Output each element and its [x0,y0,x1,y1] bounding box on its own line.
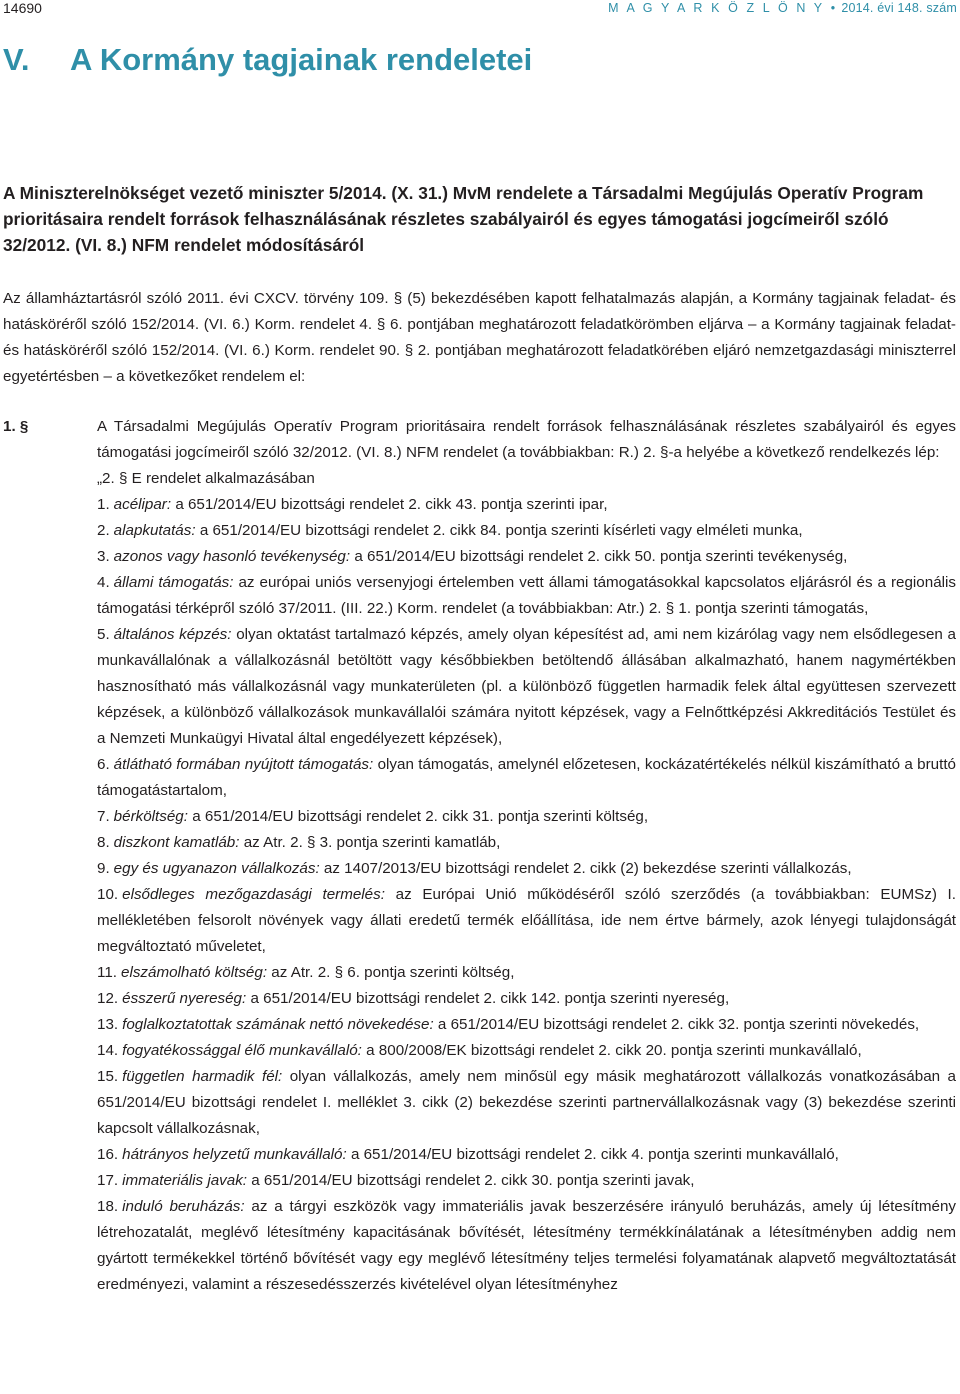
definition-text: a 651/2014/EU bizottsági rendelet 2. cikk 84. pontja szerinti kísérleti vagy elméleti munka, [199,522,803,539]
definition-term: azonos vagy hasonló tevékenység: [113,548,351,565]
definition-text: az Európai Unió működéséről szóló szerződés (a továbbiakban: EUMSz) I. mellékletében felsorolt növények vagy állati eredetű termék előállítása, ide nem értve bármely, azok lényegi tulajdonságát megváltoztató műveletet, [97,886,956,955]
definition-number: 4. [97,574,110,591]
definition-term: acélipar: [113,496,172,513]
definition-term: foglalkoztatottak számának nettó növekedése: [122,1016,434,1033]
definition-item [97,1038,956,1064]
definition-term: diszkont kamatláb: [113,834,240,851]
definition-term: átlátható formában nyújtott támogatás: [113,756,374,773]
definition-number: 3. [97,548,110,565]
definition-item [97,1064,956,1142]
definition-text: az Atr. 2. § 6. pontja szerinti költség, [271,964,515,981]
decree-title: A Miniszterelnökséget vezető miniszter 5/2014. (X. 31.) MvM rendelete a Társadalmi Megújulás Operatív Program prioritásaira rendelt források felhasználásának részletes szabályairól és egyes támogatási jogcímeiről szóló 32/2012. (VI. 8.) NFM rendelet módosításáról [3,183,924,255]
definition-item [97,986,956,1012]
definition-text: az Atr. 2. § 3. pontja szerinti kamatláb, [243,834,501,851]
definition-text: olyan oktatást tartalmazó képzés, amely olyan képesítést ad, ami nem kizárólag vagy nem elsődlegesen a munkavállalónak a vállalkozásnál betöltött vagy későbbiekben betöltendő állásában alkalmazható, hanem nagymértékben hasznosítható más vállalkozásnál vagy munkaterületen (pl. a különböző független harmadik felek által együttesen szervezett képzések, a különböző vállalkozások munkavállalói számára nyitott képzések, vagy a Felnőttképzési Akkreditációs Testület és a Nemzeti Munkaügyi Hivatal által engedélyezett képzések), [97,626,956,747]
definition-item [97,1168,956,1194]
definition-number: 17. [97,1172,119,1189]
definition-text: a 651/2014/EU bizottsági rendelet 2. cikk 32. pontja szerinti növekedés, [437,1016,920,1033]
issue-number: 2014. évi 148. szám [841,1,957,15]
paragraph-1 [3,414,956,1298]
paragraph-1-text [97,414,956,492]
definition-text: az 1407/2013/EU bizottsági rendelet 2. cikk (2) bekezdése szerinti vállalkozás, [323,860,852,877]
decree-preamble: Az államháztartásról szóló 2011. évi CXCV. törvény 109. § (5) bekezdésében kapott felhatalmazás alapján, a Kormány tagjainak feladat- és hatásköréről szóló 152/2014. (VI. 6.) Korm. rendelet 4. § 6. pontjában meghatározott feladatkörömben eljárva – a Kormány tagjainak feladat- és hatásköréről szóló 152/2014. (VI. 6.) Korm. rendelet 90. § 2. pontjában meghatározott feladatkörében eljáró nemzetgazdasági miniszterrel egyetértésben – a következőket rendelem el: [3,290,956,385]
definition-item [97,1194,956,1298]
definition-item [97,830,956,856]
definition-item [97,804,956,830]
amendment-instruction: A Társadalmi Megújulás Operatív Program prioritásaira rendelt források felhasználásának részletes szabályairól és egyes támogatási jogcímeiről szóló 32/2012. (VI. 8.) NFM rendelet (a továbbiakban: R.) 2. §-a helyébe a következő rendelkezés lép: [97,418,956,461]
definition-item [97,492,956,518]
section-number: V. [3,42,30,77]
definition-term: elsődleges mezőgazdasági termelés: [122,886,385,903]
definition-number: 8. [97,834,110,851]
bullet-separator: • [830,1,836,15]
definition-item [97,570,956,622]
definition-number: 6. [97,756,110,773]
definition-number: 2. [97,522,110,539]
definition-term: egy és ugyanazon vállalkozás: [113,860,320,877]
definition-number: 12. [97,990,119,1007]
definition-number: 14. [97,1042,119,1059]
definition-item [97,960,956,986]
definition-list [97,492,956,1298]
definition-item [97,622,956,752]
definition-text: a 651/2014/EU bizottsági rendelet 2. cikk 50. pontja szerinti tevékenység, [354,548,848,565]
definition-text: a 651/2014/EU bizottsági rendelet 2. cikk 142. pontja szerinti nyereség, [250,990,730,1007]
definition-number: 16. [97,1146,119,1163]
definition-term: általános képzés: [113,626,232,643]
definition-text: az a tárgyi eszközök vagy immateriális javak beszerzésére irányuló beruházás, amely új létesítmény létrehozatalát, meglévő létesítmény kapacitásának bővítését, létesítmény termékkínálatának a létesítményben addig nem gyártott termékekkel történő bővítését vagy egy meglévő létesítmény teljes termelési folyamatának alapvető megváltoztatását eredményezi, valamint a részesedésszerzés kivételével olyan létesítményhez [97,1198,956,1293]
running-head [3,0,957,20]
definition-term: fogyatékossággal élő munkavállaló: [122,1042,362,1059]
journal-header [608,1,957,15]
definition-number: 18. [97,1198,119,1215]
definition-item [97,544,956,570]
definition-item [97,1142,956,1168]
definition-item [97,856,956,882]
definition-text: a 651/2014/EU bizottsági rendelet 2. cikk 30. pontja szerinti javak, [251,1172,695,1189]
definition-number: 7. [97,808,110,825]
definition-text: olyan támogatás, amelynél előzetesen, kockázatértékelés nélkül kiszámítható a bruttó támogatástartalom, [97,756,956,799]
definition-number: 1. [97,496,110,513]
definition-text: a 651/2014/EU bizottsági rendelet 2. cikk 43. pontja szerinti ipar, [175,496,608,513]
paragraph-number: 1. § [3,418,29,435]
page-number: 14690 [3,0,42,16]
definition-term: immateriális javak: [122,1172,248,1189]
definition-term: elszámolható költség: [121,964,268,981]
journal-name: M A G Y A R K Ö Z L Ö N Y [608,1,825,15]
definition-term: hátrányos helyzetű munkavállaló: [122,1146,347,1163]
definition-text: a 800/2008/EK bizottsági rendelet 2. cikk 20. pontja szerinti munkavállaló, [366,1042,862,1059]
definition-item [97,518,956,544]
definition-text: olyan vállalkozás, amely nem minősül egy másik meghatározott vállalkozás vonatkozásában a 651/2014/EU bizottsági rendelet I. melléklet 3. cikk (2) bekezdése szerinti partnervállalkozásnak vagy (3) bekezdése szerinti kapcsolt vállalkozásnak, [97,1068,956,1137]
definition-term: bérköltség: [113,808,188,825]
definition-text: az európai uniós versenyjogi értelemben vett állami támogatásokkal kapcsolatos eljárásról és a regionális támogatási térképről szóló 37/2011. (III. 22.) Korm. rendelet (a továbbiakban: Atr.) 2. § 1. pontja szerinti támogatás, [97,574,956,617]
definition-item [97,882,956,960]
definition-number: 13. [97,1016,119,1033]
definition-term: ésszerű nyereség: [122,990,247,1007]
definition-number: 5. [97,626,110,643]
definition-term: állami támogatás: [113,574,234,591]
definition-term: induló beruházás: [122,1198,245,1215]
definition-number: 11. [97,964,117,981]
definition-item [97,752,956,804]
definition-text: a 651/2014/EU bizottsági rendelet 2. cikk 4. pontja szerinti munkavállaló, [350,1146,839,1163]
amended-section-heading: „2. § E rendelet alkalmazásában [97,470,315,487]
section-heading [3,42,532,78]
definition-item [97,1012,956,1038]
definition-term: független harmadik fél: [122,1068,283,1085]
definition-number: 9. [97,860,110,877]
section-title: A Kormány tagjainak rendeletei [70,42,533,77]
definition-text: a 651/2014/EU bizottsági rendelet 2. cikk 31. pontja szerinti költség, [192,808,649,825]
definition-number: 10. [97,886,119,903]
definition-term: alapkutatás: [113,522,196,539]
definition-number: 15. [97,1068,119,1085]
